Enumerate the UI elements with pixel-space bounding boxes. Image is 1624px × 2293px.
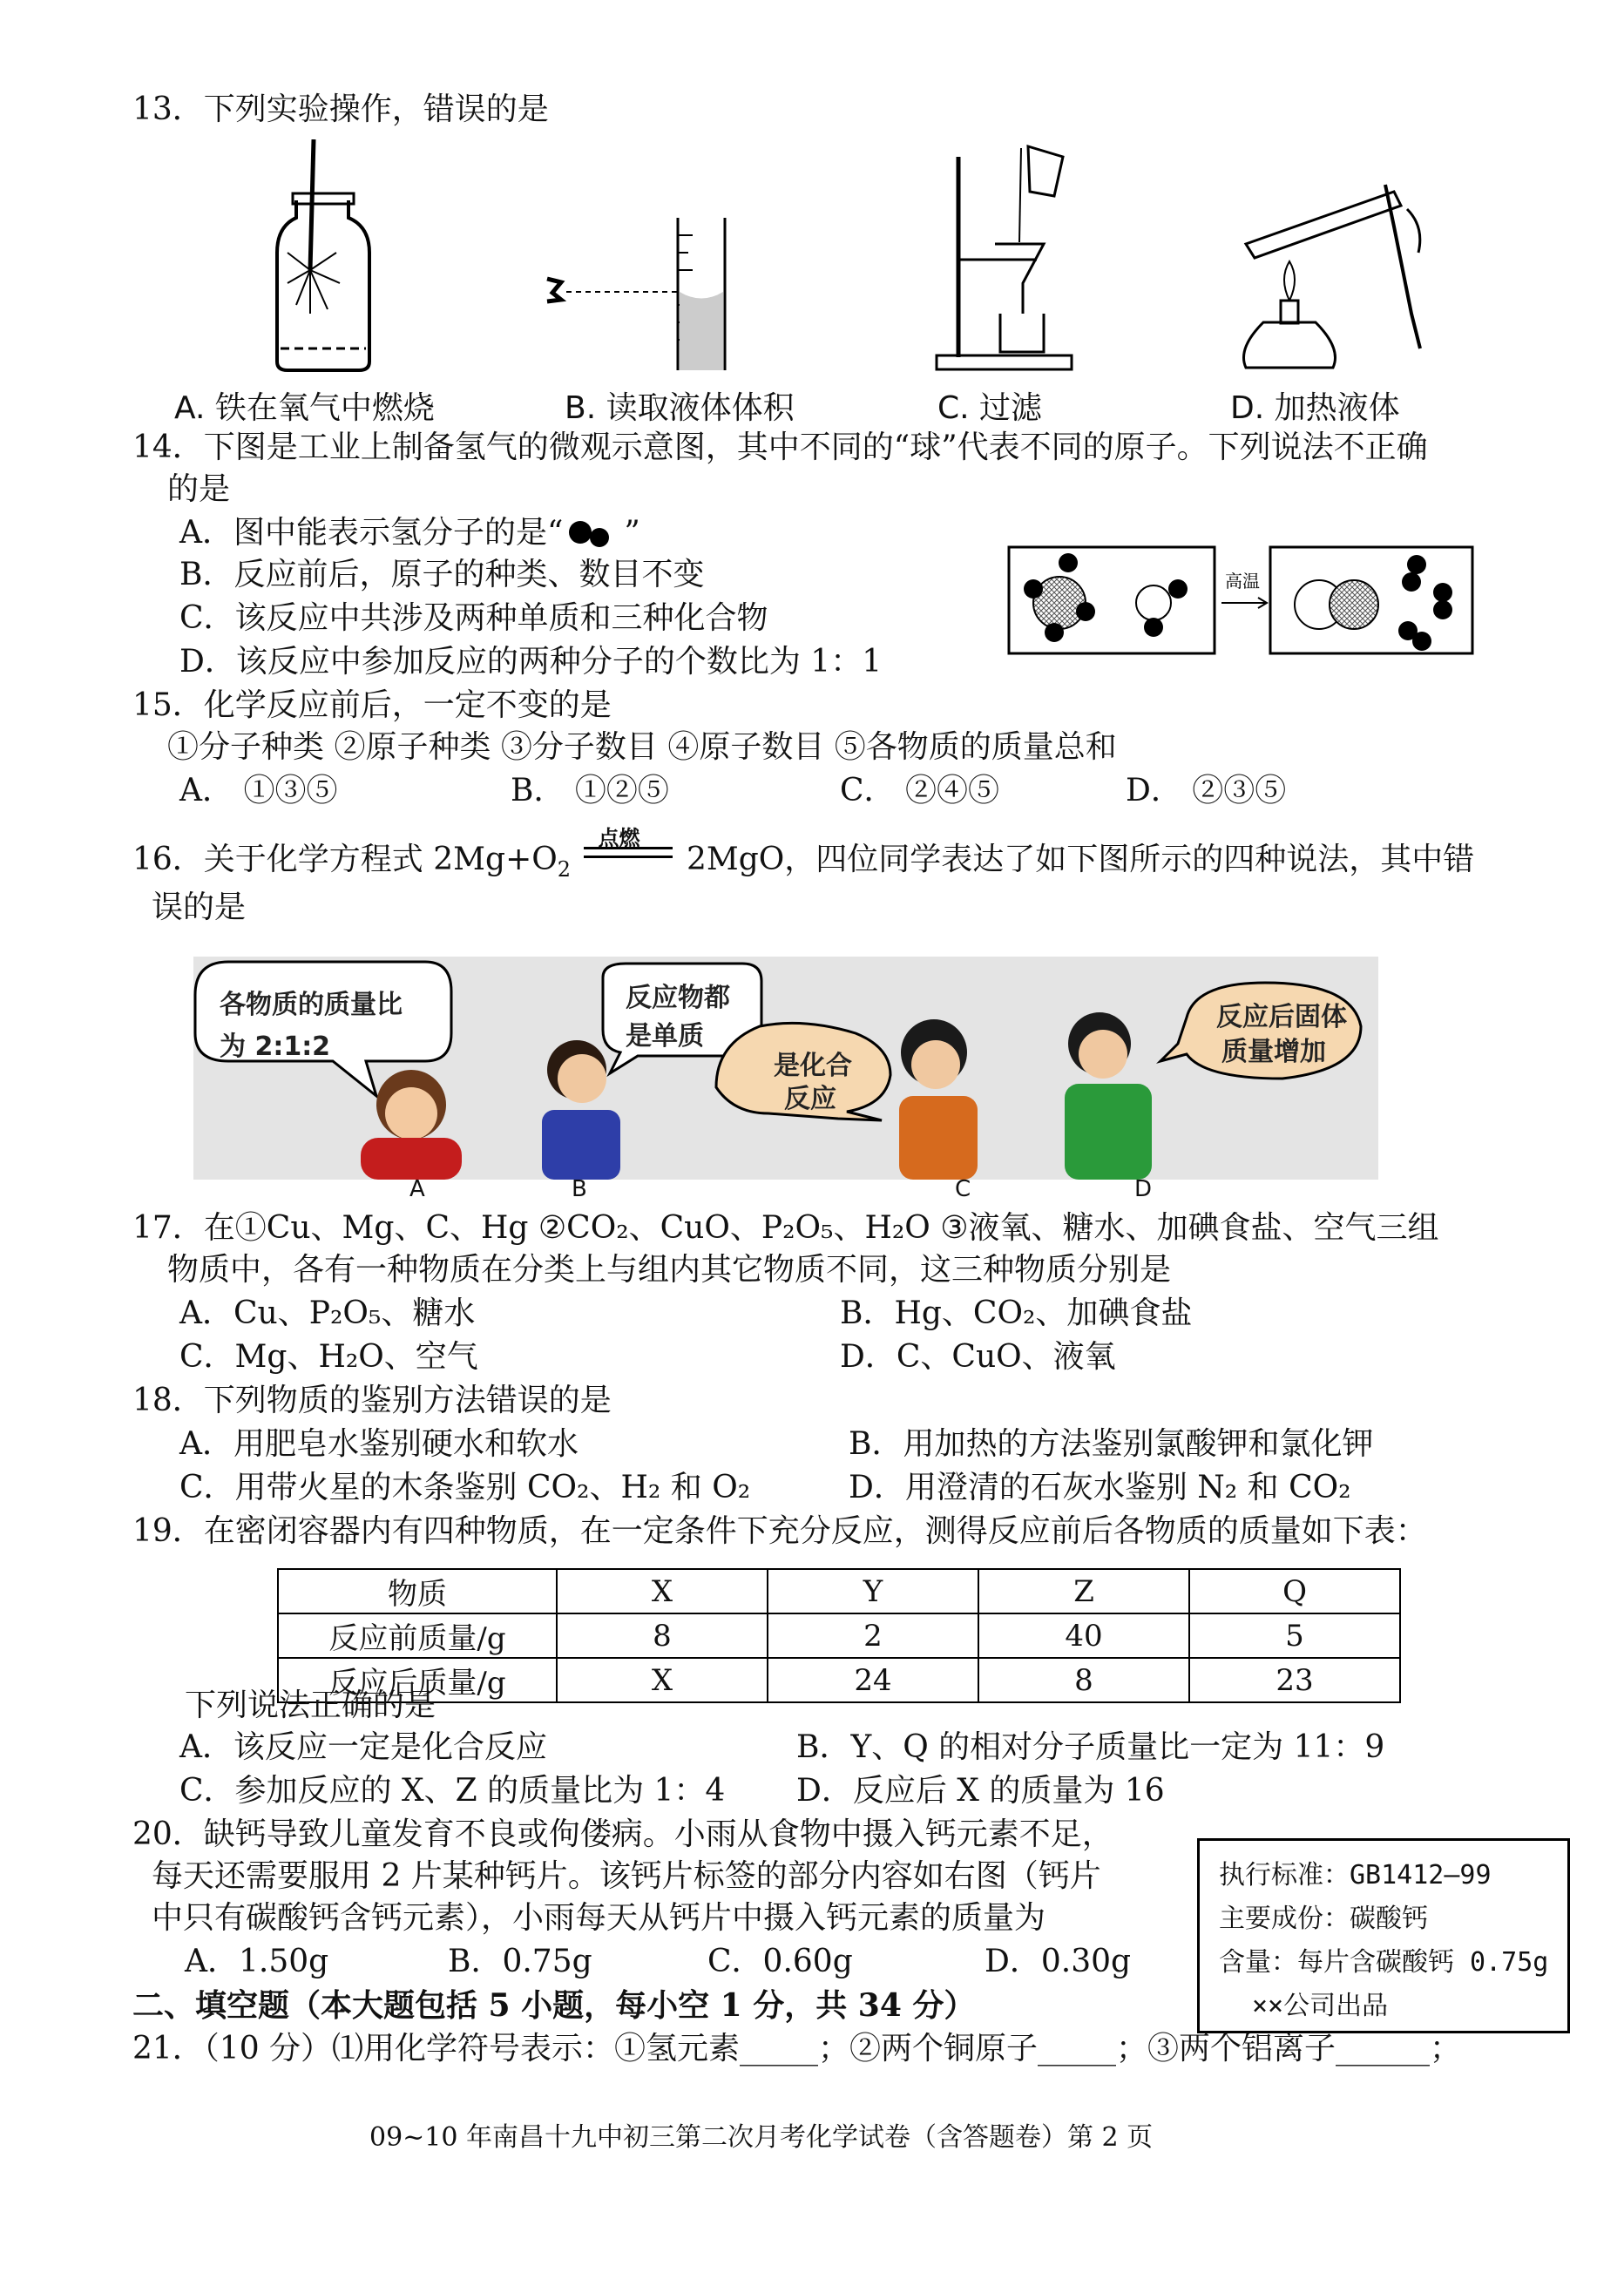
q19-option-b: B．Y、Q 的相对分子质量比一定为 11：9 — [796, 1729, 1385, 1765]
q13-caption-c: C. 过滤 — [937, 390, 1043, 426]
student-label-a: A — [409, 1176, 425, 1202]
section-heading: 二、填空题（本大题包括 5 小题，每小空 1 分，共 34 分） — [132, 1987, 976, 2024]
q15-option-b: B． ①②⑤ — [511, 773, 669, 808]
q14-option-d: D．该反应中参加反应的两种分子的个数比为 1：1 — [179, 644, 883, 680]
q20-option-c: C．0.60g — [707, 1944, 853, 1979]
q17-option-c: C．Mg、H₂O、空气 — [179, 1339, 478, 1375]
label-manufacturer: ××公司出品 — [1252, 1991, 1389, 2021]
label-content: 含量：每片含碳酸钙 0.75g — [1219, 1947, 1549, 1978]
iron-burning-figure — [261, 139, 383, 375]
q16-stem-line2: 误的是 — [152, 889, 247, 925]
table-row: 物质 X Y Z Q — [278, 1569, 1400, 1613]
q13-caption-a: A. 铁在氧气中燃烧 — [174, 390, 435, 426]
q19-option-d: D．反应后 X 的质量为 16 — [796, 1773, 1165, 1809]
reaction-condition-label: 高温 — [1225, 571, 1260, 592]
q17-option-d: D．C、CuO、液氧 — [840, 1339, 1116, 1375]
q20-line2: 每天还需要服用 2 片某种钙片。该钙片标签的部分内容如右图（钙片 — [152, 1858, 1101, 1894]
q15-items: ①分子种类 ②原子种类 ③分子数目 ④原子数目 ⑤各物质的质量总和 — [167, 729, 1117, 765]
q14-option-a: A．图中能表示氢分子的是“ ” — [179, 515, 640, 551]
q15-option-a: A． ①③⑤ — [179, 773, 338, 808]
page-footer: 09~10 年南昌十九中初三第二次月考化学试卷（含答题卷）第 2 页 — [369, 2122, 1154, 2153]
bubble-d-text-line1: 反应后固体 — [1216, 1002, 1347, 1032]
bubble-d-text-line2: 质量增加 — [1221, 1037, 1326, 1067]
q15-option-d: D． ②③⑤ — [1126, 773, 1287, 808]
q17-option-b: B．Hg、CO₂、加碘食盐 — [840, 1295, 1193, 1331]
q14-stem-line1: 14．下图是工业上制备氢气的微观示意图，其中不同的“球”代表不同的原子。下列说法不正确 — [132, 430, 1428, 465]
hydrogen-molecule-icon — [563, 518, 624, 548]
student-label-b: B — [572, 1176, 587, 1202]
student-label-d: D — [1134, 1176, 1153, 1202]
bubble-a-text-line1: 各物质的质量比 — [220, 990, 403, 1020]
q17-option-a: A．Cu、P₂O₅、糖水 — [179, 1295, 476, 1331]
graduated-cylinder-figure — [531, 209, 741, 375]
q21-line: 21．（10 分）⑴用化学符号表示：①氢元素_____；②两个铜原子_____；③两个铝离子______； — [132, 2031, 1462, 2066]
bubble-c-text-line2: 反应 — [784, 1084, 836, 1114]
q13-caption-d: D. 加热液体 — [1230, 390, 1400, 426]
heating-liquid-figure — [1220, 174, 1429, 375]
q14-option-b: B．反应前后，原子的种类、数目不变 — [179, 557, 705, 592]
bubble-a-text-line2: 为 2:1:2 — [220, 1032, 331, 1062]
q20-option-b: B．0.75g — [448, 1944, 592, 1979]
q19-option-a: A．该反应一定是化合反应 — [179, 1729, 547, 1765]
q20-option-a: A．1.50g — [185, 1944, 329, 1979]
reaction-micro-diagram — [1007, 545, 1478, 659]
q13-stem: 13．下列实验操作，错误的是 — [132, 91, 549, 127]
q16-stem-line1: 16．关于化学方程式 $2Mg+O_2$ 点燃 2MgO，四位同学表达了如下图所示的四种说法，其中错 — [132, 825, 1475, 882]
bubble-c-text-line1: 是化合 — [774, 1051, 852, 1081]
calcium-tablet-label — [1197, 1838, 1570, 2033]
q17-stem-line1: 17．在①Cu、Mg、C、Hg ②CO₂、CuO、P₂O₅、H₂O ③液氧、糖水、加碘食盐、空气三组 — [132, 1210, 1439, 1246]
students-illustration — [193, 957, 1378, 1180]
mass-table — [277, 1568, 1401, 1703]
ignition-equal-sign: 点燃 — [580, 838, 676, 873]
q20-option-d: D．0.30g — [985, 1944, 1132, 1979]
q17-stem-line2: 物质中，各有一种物质在分类上与组内其它物质不同，这三种物质分别是 — [167, 1252, 1172, 1288]
q18-option-c: C．用带火星的木条鉴别 CO₂、H₂ 和 O₂ — [179, 1470, 751, 1505]
q20-line1: 20．缺钙导致儿童发育不良或佝偻病。小雨从食物中摄入钙元素不足， — [132, 1816, 1113, 1852]
q18-option-a: A．用肥皂水鉴别硬水和软水 — [179, 1426, 579, 1462]
label-standard: 执行标准：GB1412—99 — [1219, 1860, 1492, 1891]
table-row: 反应前质量/g 8 2 40 5 — [278, 1613, 1400, 1658]
filtration-figure — [932, 139, 1080, 375]
q19-stem: 19．在密闭容器内有四种物质，在一定条件下充分反应，测得反应前后各物质的质量如下表： — [132, 1513, 1427, 1549]
q18-option-d: D．用澄清的石灰水鉴别 N₂ 和 CO₂ — [849, 1470, 1351, 1505]
bubble-b-text-line2: 是单质 — [626, 1021, 704, 1052]
q20-line3: 中只有碳酸钙含钙元素），小雨每天从钙片中摄入钙元素的质量为 — [152, 1900, 1046, 1936]
table-row: 反应后质量/g X 24 8 23 — [278, 1658, 1400, 1702]
q14-stem-line2: 的是 — [167, 471, 231, 507]
q19-option-c: C．参加反应的 X、Z 的质量比为 1：4 — [179, 1773, 726, 1809]
q13-caption-b: B. 读取液体体积 — [565, 390, 795, 426]
student-label-c: C — [955, 1176, 971, 1202]
q18-stem: 18．下列物质的鉴别方法错误的是 — [132, 1383, 612, 1418]
q15-option-c: C． ②④⑤ — [840, 773, 999, 808]
q14-option-c: C．该反应中共涉及两种单质和三种化合物 — [179, 600, 768, 636]
q19-lead: 下列说法正确的是 — [185, 1688, 436, 1723]
q18-option-b: B．用加热的方法鉴别氯酸钾和氯化钾 — [849, 1426, 1374, 1462]
q15-stem: 15．化学反应前后，一定不变的是 — [132, 687, 612, 723]
bubble-b-text-line1: 反应物都 — [626, 983, 730, 1013]
label-ingredient: 主要成份：碳酸钙 — [1219, 1904, 1428, 1934]
